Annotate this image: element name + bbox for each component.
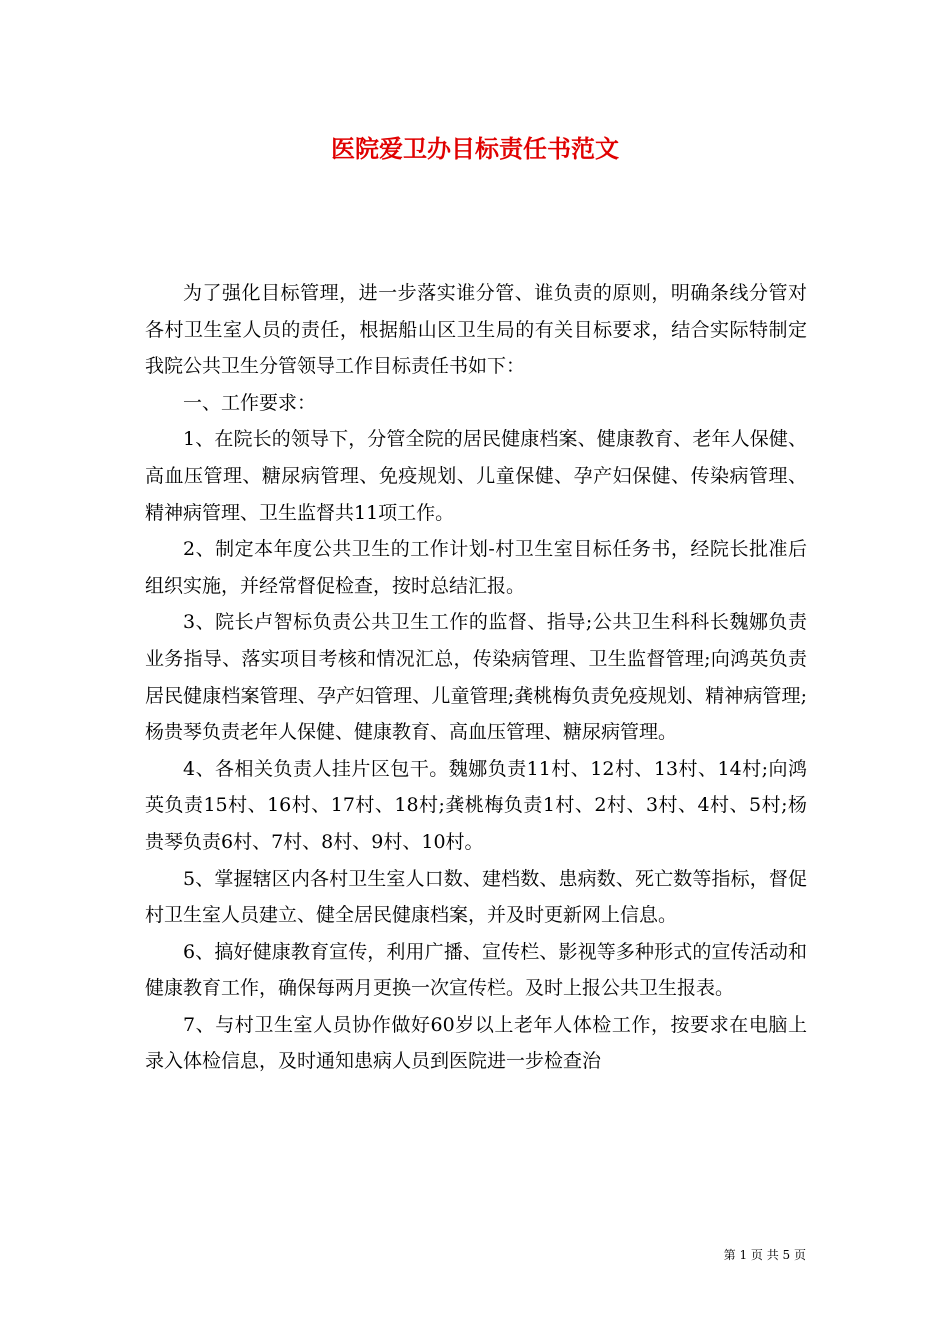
paragraph-item-4: 4、各相关负责人挂片区包干。魏娜负责11村、12村、13村、14村;向鸿英负责15村、16村、17村、18村;龚桃梅负责1村、2村、3村、4村、5村;杨贵琴负责6村、7村、8村、9村、10村。 bbox=[145, 757, 807, 853]
paragraph-item-2: 2、制定本年度公共卫生的工作计划-村卫生室目标任务书，经院长批准后组织实施，并经常督促检查，按时总结汇报。 bbox=[145, 538, 807, 597]
paragraph-item-1: 1、在院长的领导下，分管全院的居民健康档案、健康教育、老年人保健、高血压管理、糖尿病管理、免疫规划、儿童保健、孕产妇保健、传染病管理、精神病管理、卫生监督共11项工作。 bbox=[145, 428, 807, 524]
paragraph-intro: 为了强化目标管理，进一步落实谁分管、谁负责的原则，明确条线分管对各村卫生室人员的责任，根据船山区卫生局的有关目标要求，结合实际特制定我院公共卫生分管领导工作目标责任书如下： bbox=[145, 282, 807, 378]
paragraph-item-6: 6、搞好健康教育宣传，利用广播、宣传栏、影视等多种形式的宣传活动和健康教育工作，确保每两月更换一次宣传栏。及时上报公共卫生报表。 bbox=[145, 940, 807, 1000]
section-heading: 一、工作要求： bbox=[183, 391, 317, 414]
page-title: 医院爱卫办目标责任书范文 bbox=[331, 134, 619, 163]
page-number: 第 1 页 共 5 页 bbox=[723, 1248, 806, 1262]
document-body bbox=[145, 275, 807, 1080]
paragraph-item-5: 5、掌握辖区内各村卫生室人口数、建档数、患病数、死亡数等指标，督促村卫生室人员建立、健全居民健康档案，并及时更新网上信息。 bbox=[145, 867, 807, 927]
paragraph-item-3: 3、院长卢智标负责公共卫生工作的监督、指导;公共卫生科科长魏娜负责业务指导、落实项目考核和情况汇总，传染病管理、卫生监督管理;向鸿英负责居民健康档案管理、孕产妇管理、儿童管理;龚桃梅负责免疫规划、精神病管理;杨贵琴负责老年人保健、健康教育、高血压管理、糖尿病管理。 bbox=[145, 611, 807, 744]
paragraph-item-7: 7、与村卫生室人员协作做好60岁以上老年人体检工作，按要求在电脑上录入体检信息，及时通知患病人员到医院进一步检查治 bbox=[145, 1013, 807, 1073]
